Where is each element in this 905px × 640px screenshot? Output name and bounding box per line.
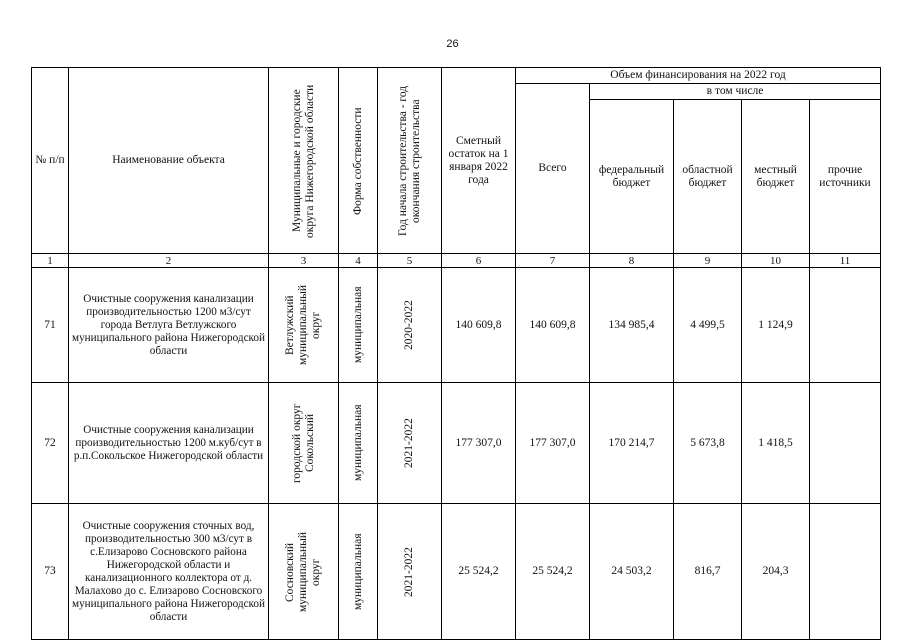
row-no: 71 — [32, 268, 69, 383]
row-estimate: 140 609,8 — [442, 268, 516, 383]
header-total: Всего — [516, 84, 590, 254]
row-ownership: муниципальная — [339, 268, 378, 383]
column-number: 6 — [442, 254, 516, 268]
row-municipality: городской округ Сокольский — [269, 383, 339, 504]
row-years: 2021-2022 — [378, 383, 442, 504]
row-federal: 170 214,7 — [590, 383, 674, 504]
row-local: 1 418,5 — [742, 383, 810, 504]
row-name: Очистные сооружения канализации производительностью 1200 м3/сут города Ветлуга Ветлужского муниципального района Нижегородской области — [69, 268, 269, 383]
page-number: 26 — [446, 38, 459, 50]
row-estimate: 25 524,2 — [442, 504, 516, 640]
table-row — [32, 268, 881, 383]
row-total: 177 307,0 — [516, 383, 590, 504]
header-other: прочие источники — [810, 100, 881, 254]
column-number: 5 — [378, 254, 442, 268]
construction-funding-table — [31, 67, 881, 640]
row-total: 140 609,8 — [516, 268, 590, 383]
row-name: Очистные сооружения сточных вод, производительностью 300 м3/сут в с.Елизарово Сосновского района Нижегородской области и канализационного коллектора от д. Малахово до с. Елизарово Сосновского муниципального района Нижегородской области — [69, 504, 269, 640]
column-number: 2 — [69, 254, 269, 268]
row-other — [810, 268, 881, 383]
row-municipality: Ветлужский муниципальный округ — [269, 268, 339, 383]
row-years: 2020-2022 — [378, 268, 442, 383]
table-row — [32, 504, 881, 640]
column-number: 4 — [339, 254, 378, 268]
column-number: 7 — [516, 254, 590, 268]
header-no: № п/п — [32, 68, 69, 254]
row-local: 204,3 — [742, 504, 810, 640]
row-years: 2021-2022 — [378, 504, 442, 640]
row-local: 1 124,9 — [742, 268, 810, 383]
header-federal: федеральный бюджет — [590, 100, 674, 254]
header-local: местный бюджет — [742, 100, 810, 254]
table-row — [32, 383, 881, 504]
header-years: Год начала строительства - год окончания строительства — [378, 68, 442, 254]
column-number: 11 — [810, 254, 881, 268]
header-ownership: Форма собственности — [339, 68, 378, 254]
column-number: 8 — [590, 254, 674, 268]
row-municipality: Сосновский муниципальный округ — [269, 504, 339, 640]
row-other — [810, 383, 881, 504]
row-regional: 4 499,5 — [674, 268, 742, 383]
header-regional: областной бюджет — [674, 100, 742, 254]
row-regional: 816,7 — [674, 504, 742, 640]
column-number: 10 — [742, 254, 810, 268]
row-regional: 5 673,8 — [674, 383, 742, 504]
row-other — [810, 504, 881, 640]
header-municipality: Муниципальные и городские округа Нижегородской области — [269, 68, 339, 254]
column-number: 1 — [32, 254, 69, 268]
header-estimate: Сметный остаток на 1 января 2022 года — [442, 68, 516, 254]
column-number-row — [32, 254, 881, 268]
row-ownership: муниципальная — [339, 383, 378, 504]
header-including: в том числе — [590, 84, 881, 100]
row-total: 25 524,2 — [516, 504, 590, 640]
column-number: 9 — [674, 254, 742, 268]
row-no: 72 — [32, 383, 69, 504]
row-federal: 134 985,4 — [590, 268, 674, 383]
row-ownership: муниципальная — [339, 504, 378, 640]
header-funding-group: Объем финансирования на 2022 год — [516, 68, 881, 84]
column-number: 3 — [269, 254, 339, 268]
row-no: 73 — [32, 504, 69, 640]
row-estimate: 177 307,0 — [442, 383, 516, 504]
row-federal: 24 503,2 — [590, 504, 674, 640]
row-name: Очистные сооружения канализации производительностью 1200 м.куб/сут в р.п.Сокольское Нижегородской области — [69, 383, 269, 504]
header-name: Наименование объекта — [69, 68, 269, 254]
